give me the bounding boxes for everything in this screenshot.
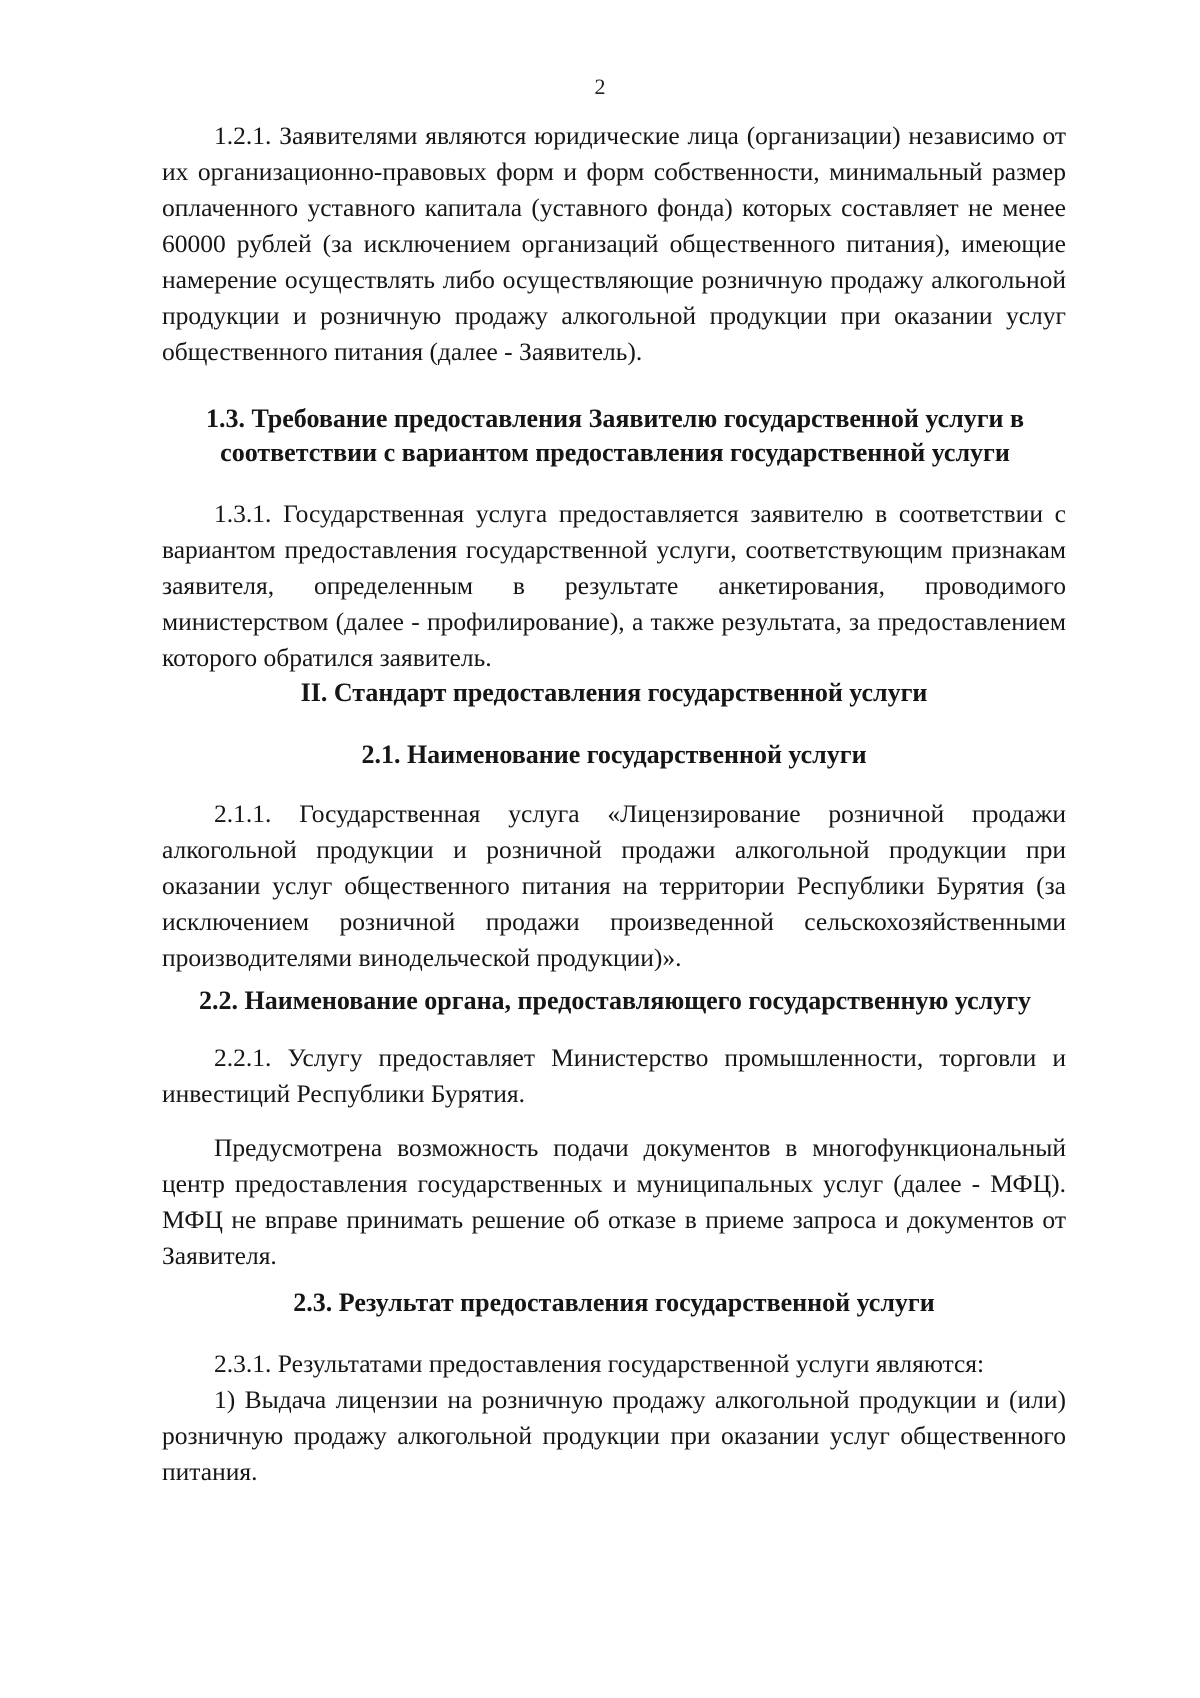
section-1-3-heading [150, 402, 1080, 470]
section-mfc [162, 1130, 1066, 1274]
heading-2-3: 2.3. Результат предоставления государственной услуги [293, 1288, 935, 1317]
paragraph-1-2-1: 1.2.1. Заявителями являются юридические лица (организации) независимо от их организационно-правовых форм и форм собственности, минимальный размер оплаченного уставного капитала (уставного фонда) которых составляет не менее 60000 рублей (за исключением организаций общественного питания), имеющие намерение осуществлять либо осуществляющие розничную продажу алкогольной продукции и розничную продажу алкогольной продукции при оказании услуг общественного питания (далее - Заявитель). [162, 121, 1066, 366]
section-2-2-1 [162, 1040, 1066, 1112]
section-1-3-1 [162, 496, 1066, 676]
heading-2-2: 2.2. Наименование органа, предоставляющего государственную услугу [198, 986, 1032, 1015]
heading-standard: II. Стандарт предоставления государственной услуги [300, 678, 928, 707]
paragraph-mfc: Предусмотрена возможность подачи документов в многофункциональный центр предоставления государственных и муниципальных услуг (далее - МФЦ). МФЦ не вправе принимать решение об отказе в приеме запроса и документов от Заявителя. [162, 1133, 1066, 1270]
heading-2-1: 2.1. Наименование государственной услуги [361, 740, 867, 769]
section-2-1-1 [162, 796, 1066, 976]
section-2-3-1 [162, 1346, 1066, 1490]
paragraph-2-2-1: 2.2.1. Услугу предоставляет Министерство промышленности, торговли и инвестиций Республики Бурятия. [162, 1043, 1066, 1108]
page-number: 2 [594, 74, 606, 99]
section-II-heading [162, 676, 1066, 710]
section-2-1-heading [162, 738, 1066, 772]
heading-1-3: 1.3. Требование предоставления Заявителю государственной услуги в соответствии с вариантом предоставления государственной услуги [205, 404, 1025, 467]
paragraph-2-3-1: 2.3.1. Результатами предоставления государственной услуги являются: [214, 1349, 985, 1378]
list-item: 1) Выдача лицензии на розничную продажу алкогольной продукции и (или) розничную продажу алкогольной продукции при оказании услуг общественного питания. [162, 1385, 1066, 1486]
section-2-3-heading [162, 1286, 1066, 1320]
section-1-2-1 [162, 118, 1066, 370]
section-2-2-heading [150, 984, 1080, 1018]
paragraph-2-1-1: 2.1.1. Государственная услуга «Лицензирование розничной продажи алкогольной продукции и розничной продажи алкогольной продукции при оказании услуг общественного питания на территории Республики Бурятия (за исключением розничной продажи произведенной сельскохозяйственными производителями винодельческой продукции)». [162, 799, 1066, 972]
paragraph-1-3-1: 1.3.1. Государственная услуга предоставляется заявителю в соответствии с вариантом предоставления государственной услуги, соответствующим признакам заявителя, определенным в результате анкетирования, проводимого министерством (далее - профилирование), а также результата, за предоставлением которого обратился заявитель. [162, 499, 1066, 672]
